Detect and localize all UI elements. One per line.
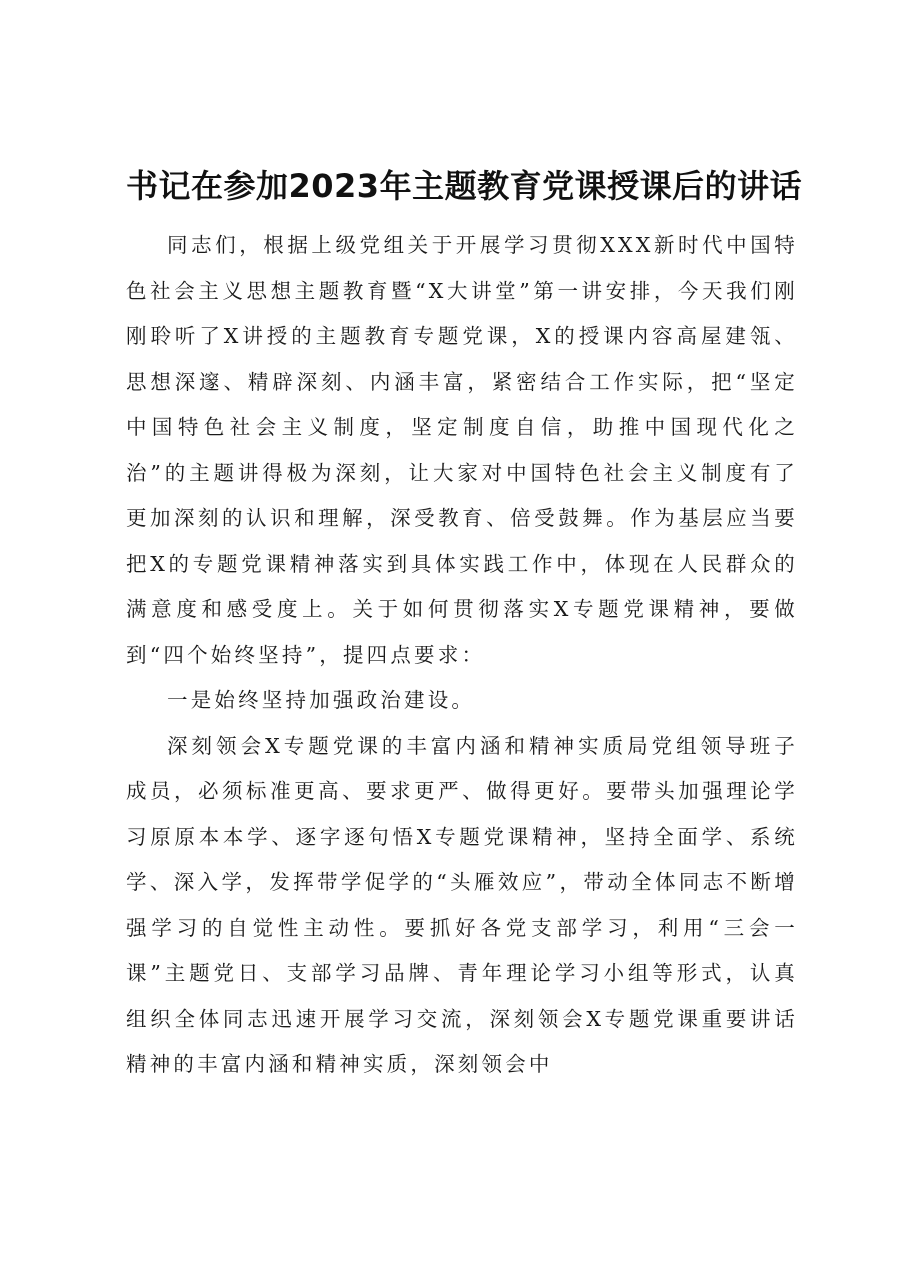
document-title: 书记在参加2023年主题教育党课授课后的讲话 xyxy=(126,167,803,205)
paragraph-intro: 同志们，根据上级党组关于开展学习贯彻XXX新时代中国特色社会主义思想主题教育暨“X大讲堂”第一讲安排，今天我们刚刚聆听了X讲授的主题教育专题党课，X的授课内容高屋建瓴、思想深邃、精辟深刻、内涵丰富，紧密结合工作实际，把“坚定中国特色社会主义制度，坚定制度自信，助推中国现代化之治”的主题讲得极为深刻，让大家对中国特色社会主义制度有了更加深刻的认识和理解，深受教育、倍受鼓舞。作为基层应当要把X的专题党课精神落实到具体实践工作中，体现在人民群众的满意度和感受度上。关于如何贯彻落实X专题党课精神，要做到“四个始终坚持”，提四点要求： xyxy=(126,233,798,667)
document-body xyxy=(126,223,798,1088)
paragraph-heading-one: 一是始终坚持加强政治建设。 xyxy=(167,688,476,712)
paragraph-body-one: 深刻领会X专题党课的丰富内涵和精神实质局党组领导班子成员，必须标准更高、要求更严、做得更好。要带头加强理论学习原原本本学、逐字逐句悟X专题党课精神，坚持全面学、系统学、深入学，发挥带学促学的“头雁效应”，带动全体同志不断增强学习的自觉性主动性。要抓好各党支部学习，利用“三会一课”主题党日、支部学习品牌、青年理论学习小组等形式，认真组织全体同志迅速开展学习交流，深刻领会X专题党课重要讲话精神的丰富内涵和精神实质，深刻领会中 xyxy=(126,733,798,1076)
